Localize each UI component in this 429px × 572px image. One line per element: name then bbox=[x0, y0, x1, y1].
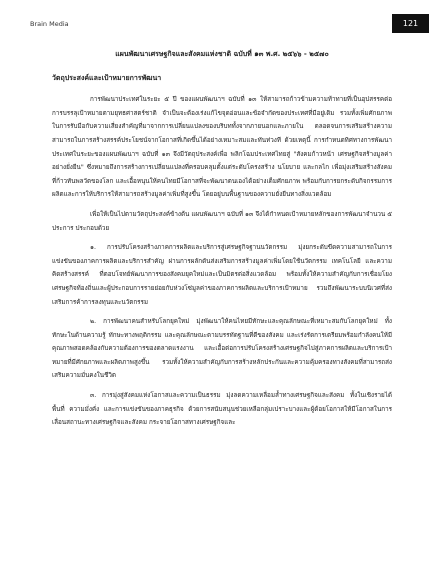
paragraph-goal-3: ๓. การมุ่งสู่สังคมแห่งโอกาสและความเป็นธรรม มุ่งลดความเหลื่อมล้ำทางเศรษฐกิจและสังคม ทั้งในเชิงรายได้ พื้นที่ ความมั่งคั่ง และการแข่งขันของภาคธุรกิจ ด้วยการสนับสนุนช่วยเหลือกลุ่มเปราะบางและผู้ด้อยโอกาสให้มีโอกาสในการเลื่อนสถานะทางเศรษฐกิจและสังคม กระจายโอกาสทางเศรษฐกิจและ bbox=[52, 392, 392, 427]
paragraph-intro: การพัฒนาประเทศในระยะ ๕ ปี ของแผนพัฒนาฯ ฉบับที่ ๑๓ ให้สามารถก้าวข้ามความท้าทายที่เป็นอุปสรรคต่อการบรรลุเป้าหมายตามยุทธศาสตร์ชาติ จำเป็นจะต้องเร่งแก้ไขจุดอ่อนและข้อจำกัดของประเทศที่มีอยู่เดิม รวมทั้งเพิ่มศักยภาพในการรับมือกับความเสี่ยงสำคัญที่มาจากการเปลี่ยนแปลงของบริบททั้งจากภายนอกและภายใน ตลอดจนการเสริมสร้างความสามารถในการสร้างสรรค์ประโยชน์จากโอกาสที่เกิดขึ้นได้อย่างเหมาะสมและทันท่วงที ด้วยเหตุนี้ การกำหนดทิศทางการพัฒนาประเทศในระยะของแผนพัฒนาฯ ฉบับที่ ๑๓ จึงมีวัตถุประสงค์เพื่อ พลิกโฉมประเทศไทยสู่ "สังคมก้าวหน้า เศรษฐกิจสร้างมูลค่าอย่างยั่งยืน" ซึ่งหมายถึงการสร้างการเปลี่ยนแปลงที่ครอบคลุมตั้งแต่ระดับโครงสร้าง นโยบาย และกลไก เพื่อมุ่งเสริมสร้างสังคมที่ก้าวทันพลวัตของโลก และเอื้อหนุนให้คนไทยมีโอกาสที่จะพัฒนาตนเองได้อย่างเต็มศักยภาพ พร้อมกับการยกระดับกิจกรรมการผลิตและการให้บริการให้สามารถสร้างมูลค่าเพิ่มที่สูงขึ้น โดยอยู่บนพื้นฐานของความยั่งยืนทางสิ่งแวดล้อม bbox=[52, 96, 392, 199]
page-number-badge: 121 bbox=[392, 14, 429, 33]
section-heading: วัตถุประสงค์และเป้าหมายการพัฒนา bbox=[52, 73, 162, 82]
brand-label: Brain Media bbox=[30, 20, 69, 28]
page-header bbox=[0, 0, 429, 40]
document-title: แผนพัฒนาเศรษฐกิจและสังคมแห่งชาติ ฉบับที่ ๑๓ พ.ศ. ๒๕๖๖ - ๒๕๗๐ bbox=[115, 50, 329, 58]
paragraph-goal-2: ๒. การพัฒนาคนสำหรับโลกยุคใหม่ มุ่งพัฒนาให้คนไทยมีทักษะและคุณลักษณะที่เหมาะสมกับโลกยุคใหม่ ทั้งทักษะในด้านความรู้ ทักษะทางพฤติกรรม และคุณลักษณะตามบรรทัดฐานที่ดีของสังคม และเร่งรัดการเตรียมพร้อมกำลังคนให้มีคุณภาพสอดคล้องกับความต้องการของตลาดแรงงาน และเอื้อต่อการปรับโครงสร้างเศรษฐกิจไปสู่ภาคการผลิตและบริการเป้าหมายที่มีศักยภาพและผลิตภาพสูงขึ้น รวมทั้งให้ความสำคัญกับการสร้างหลักประกันและความคุ้มครองทางสังคมที่สามารถส่งเสริมความมั่นคงในชีวิต bbox=[52, 318, 392, 380]
paragraph-goal-1: ๑. การปรับโครงสร้างภาคการผลิตและบริการสู่เศรษฐกิจฐานนวัตกรรม มุ่งยกระดับขีดความสามารถในการแข่งขันของภาคการผลิตและบริการสำคัญ ผ่านการผลักดันส่งเสริมการสร้างมูลค่าเพิ่มโดยใช้นวัตกรรม เทคโนโลยี และความคิดสร้างสรรค์ ที่ตอบโจทย์พัฒนาการของสังคมยุคใหม่และเป็นมิตรต่อสิ่งแวดล้อม พร้อมทั้งให้ความสำคัญกับการเชื่อมโยงเศรษฐกิจท้องถิ่นและผู้ประกอบการรายย่อยกับห่วงโซ่มูลค่าของภาคการผลิตและบริการเป้าหมาย รวมถึงพัฒนาระบบนิเวศที่ส่งเสริมการค้าการลงทุนและนวัตกรรม bbox=[52, 244, 392, 306]
paragraph-goals-lead: เพื่อให้เป็นไปตามวัตถุประสงค์ข้างต้น แผนพัฒนาฯ ฉบับที่ ๑๓ จึงได้กำหนดเป้าหมายหลักของการพัฒนาจำนวน ๕ ประการ ประกอบด้วย bbox=[52, 210, 393, 232]
document-body bbox=[52, 48, 392, 430]
